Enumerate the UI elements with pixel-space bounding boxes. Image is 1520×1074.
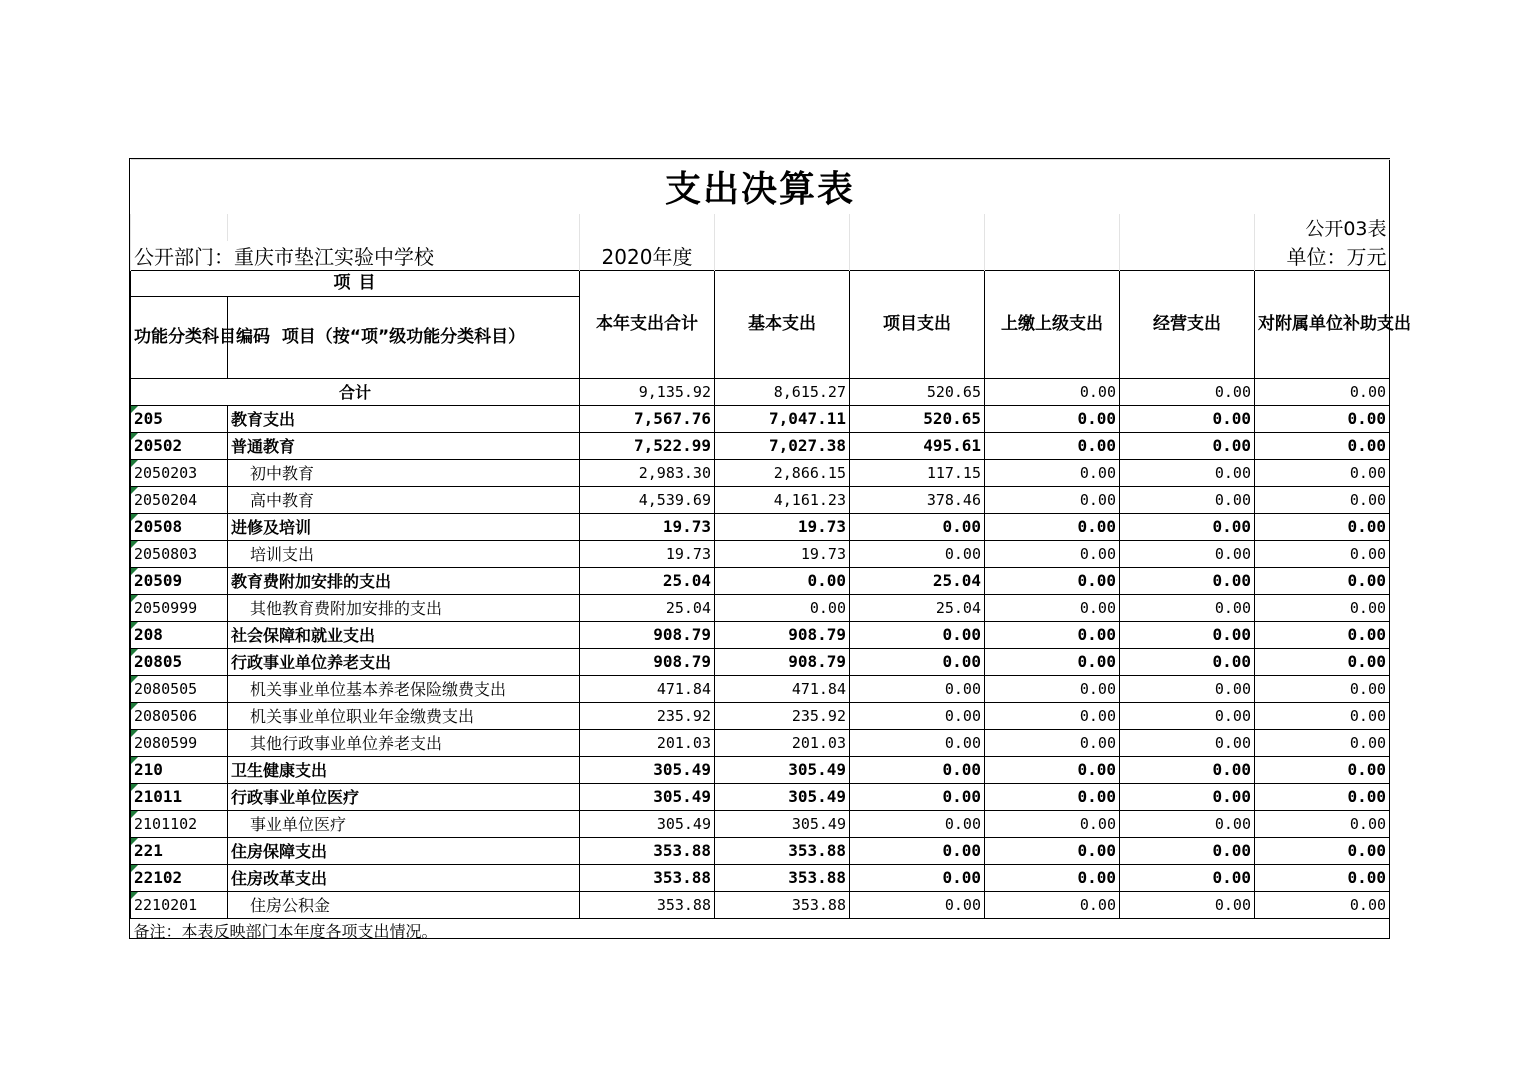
cell-name: 其他行政事业单位养老支出	[228, 729, 580, 756]
cell-total: 305.49	[580, 756, 715, 783]
table-row	[131, 756, 1390, 783]
table-row	[131, 513, 1390, 540]
cell-subsidy: 0.00	[1255, 459, 1390, 486]
cell-project: 0.00	[850, 783, 985, 810]
cell-basic: 7,047.11	[715, 405, 850, 432]
cell-subsidy: 0.00	[1255, 648, 1390, 675]
cell-subsidy: 0.00	[1255, 756, 1390, 783]
cell-project: 25.04	[850, 567, 985, 594]
table-tag: 公开03表	[1255, 214, 1390, 241]
cell-subsidy: 0.00	[1255, 783, 1390, 810]
cell-upper: 0.00	[985, 648, 1120, 675]
cell-project: 0.00	[850, 675, 985, 702]
total-subsidy-cell: 0.00	[1255, 378, 1390, 405]
cell-basic: 305.49	[715, 756, 850, 783]
cell-total: 7,567.76	[580, 405, 715, 432]
cell-basic: 908.79	[715, 648, 850, 675]
cell-name: 教育费附加安排的支出	[228, 567, 580, 594]
cell-upper: 0.00	[985, 729, 1120, 756]
cell-business: 0.00	[1120, 648, 1255, 675]
cell-code: 20805	[131, 648, 228, 675]
page-title: 支出决算表	[131, 160, 1390, 214]
cell-business: 0.00	[1120, 621, 1255, 648]
cell-upper: 0.00	[985, 756, 1120, 783]
expenditure-sheet	[129, 158, 1411, 942]
cell-basic: 305.49	[715, 783, 850, 810]
cell-total: 19.73	[580, 540, 715, 567]
table-row	[131, 702, 1390, 729]
cell-subsidy: 0.00	[1255, 486, 1390, 513]
cell-subsidy: 0.00	[1255, 567, 1390, 594]
table-row	[131, 486, 1390, 513]
cell-basic: 0.00	[715, 594, 850, 621]
cell-total: 19.73	[580, 513, 715, 540]
cell-business: 0.00	[1120, 702, 1255, 729]
cell-upper: 0.00	[985, 513, 1120, 540]
cell-business: 0.00	[1120, 675, 1255, 702]
cell-basic: 2,866.15	[715, 459, 850, 486]
cell-basic: 305.49	[715, 810, 850, 837]
cell-business: 0.00	[1120, 891, 1255, 918]
table-row	[131, 837, 1390, 864]
cell-total: 25.04	[580, 594, 715, 621]
cell-project: 117.15	[850, 459, 985, 486]
cell-upper: 0.00	[985, 891, 1120, 918]
cell-code: 2101102	[131, 810, 228, 837]
cell-code: 2080506	[131, 702, 228, 729]
cell-subsidy: 0.00	[1255, 864, 1390, 891]
cell-project: 0.00	[850, 891, 985, 918]
cell-project: 0.00	[850, 837, 985, 864]
table-row	[131, 783, 1390, 810]
cell-code: 221	[131, 837, 228, 864]
cell-total: 235.92	[580, 702, 715, 729]
cell-basic: 0.00	[715, 567, 850, 594]
cell-name: 高中教育	[228, 486, 580, 513]
table-row	[131, 810, 1390, 837]
cell-name: 住房公积金	[228, 891, 580, 918]
cell-business: 0.00	[1120, 486, 1255, 513]
cell-total: 353.88	[580, 891, 715, 918]
cell-code: 2050999	[131, 594, 228, 621]
cell-subsidy: 0.00	[1255, 810, 1390, 837]
cell-total: 353.88	[580, 864, 715, 891]
cell-total: 7,522.99	[580, 432, 715, 459]
cell-business: 0.00	[1120, 837, 1255, 864]
cell-business: 0.00	[1120, 783, 1255, 810]
table-row	[131, 567, 1390, 594]
cell-business: 0.00	[1120, 810, 1255, 837]
cell-upper: 0.00	[985, 405, 1120, 432]
cell-subsidy: 0.00	[1255, 891, 1390, 918]
cell-subsidy: 0.00	[1255, 594, 1390, 621]
cell-upper: 0.00	[985, 783, 1120, 810]
cell-name: 教育支出	[228, 405, 580, 432]
cell-upper: 0.00	[985, 594, 1120, 621]
cell-business: 0.00	[1120, 459, 1255, 486]
cell-subsidy: 0.00	[1255, 675, 1390, 702]
header-item: 项 目	[131, 270, 580, 296]
cell-subsidy: 0.00	[1255, 621, 1390, 648]
cell-project: 0.00	[850, 702, 985, 729]
cell-name: 事业单位医疗	[228, 810, 580, 837]
cell-code: 2050204	[131, 486, 228, 513]
total-row	[131, 378, 1390, 405]
cell-total: 4,539.69	[580, 486, 715, 513]
cell-project: 0.00	[850, 810, 985, 837]
cell-code: 208	[131, 621, 228, 648]
department-label: 公开部门：重庆市垫江实验中学校	[131, 241, 580, 271]
table-row	[131, 864, 1390, 891]
cell-name: 住房改革支出	[228, 864, 580, 891]
cell-business: 0.00	[1120, 756, 1255, 783]
table-row	[131, 594, 1390, 621]
cell-total: 2,983.30	[580, 459, 715, 486]
cell-subsidy: 0.00	[1255, 702, 1390, 729]
cell-name: 其他教育费附加安排的支出	[228, 594, 580, 621]
cell-code: 20509	[131, 567, 228, 594]
cell-upper: 0.00	[985, 540, 1120, 567]
cell-basic: 4,161.23	[715, 486, 850, 513]
cell-code: 2050203	[131, 459, 228, 486]
cell-name: 社会保障和就业支出	[228, 621, 580, 648]
cell-name: 进修及培训	[228, 513, 580, 540]
cell-project: 520.65	[850, 405, 985, 432]
cell-subsidy: 0.00	[1255, 432, 1390, 459]
cell-upper: 0.00	[985, 621, 1120, 648]
cell-business: 0.00	[1120, 513, 1255, 540]
expenditure-table	[130, 159, 1411, 943]
cell-basic: 353.88	[715, 837, 850, 864]
cell-project: 0.00	[850, 540, 985, 567]
cell-project: 0.00	[850, 864, 985, 891]
cell-subsidy: 0.00	[1255, 405, 1390, 432]
cell-code: 22102	[131, 864, 228, 891]
cell-upper: 0.00	[985, 486, 1120, 513]
cell-code: 205	[131, 405, 228, 432]
cell-upper: 0.00	[985, 810, 1120, 837]
cell-project: 0.00	[850, 648, 985, 675]
cell-basic: 19.73	[715, 513, 850, 540]
cell-basic: 235.92	[715, 702, 850, 729]
cell-basic: 201.03	[715, 729, 850, 756]
cell-code: 2050803	[131, 540, 228, 567]
cell-upper: 0.00	[985, 567, 1120, 594]
header-total: 本年支出合计	[580, 270, 715, 378]
cell-basic: 353.88	[715, 891, 850, 918]
cell-business: 0.00	[1120, 864, 1255, 891]
cell-code: 2080505	[131, 675, 228, 702]
total-basic-cell: 8,615.27	[715, 378, 850, 405]
header-name: 项目（按“项”级功能分类科目）	[228, 296, 580, 378]
cell-upper: 0.00	[985, 837, 1120, 864]
cell-total: 305.49	[580, 810, 715, 837]
cell-project: 0.00	[850, 621, 985, 648]
cell-code: 2080599	[131, 729, 228, 756]
cell-subsidy: 0.00	[1255, 837, 1390, 864]
cell-name: 机关事业单位职业年金缴费支出	[228, 702, 580, 729]
cell-basic: 353.88	[715, 864, 850, 891]
cell-name: 行政事业单位医疗	[228, 783, 580, 810]
header-project: 项目支出	[850, 270, 985, 378]
table-row	[131, 891, 1390, 918]
table-row	[131, 432, 1390, 459]
cell-project: 378.46	[850, 486, 985, 513]
cell-total: 305.49	[580, 783, 715, 810]
cell-total: 353.88	[580, 837, 715, 864]
cell-name: 初中教育	[228, 459, 580, 486]
table-row	[131, 405, 1390, 432]
cell-code: 2210201	[131, 891, 228, 918]
table-row	[131, 648, 1390, 675]
cell-upper: 0.00	[985, 459, 1120, 486]
cell-basic: 19.73	[715, 540, 850, 567]
header-subsidy: 对附属单位补助支出	[1255, 270, 1390, 378]
header-code: 功能分类科目编码	[131, 296, 228, 378]
year-label: 2020年度	[580, 241, 715, 271]
total-business-cell: 0.00	[1120, 378, 1255, 405]
table-row	[131, 729, 1390, 756]
cell-name: 行政事业单位养老支出	[228, 648, 580, 675]
cell-business: 0.00	[1120, 567, 1255, 594]
cell-business: 0.00	[1120, 540, 1255, 567]
cell-project: 0.00	[850, 756, 985, 783]
cell-code: 210	[131, 756, 228, 783]
cell-business: 0.00	[1120, 405, 1255, 432]
cell-business: 0.00	[1120, 432, 1255, 459]
cell-name: 卫生健康支出	[228, 756, 580, 783]
cell-upper: 0.00	[985, 864, 1120, 891]
cell-project: 0.00	[850, 729, 985, 756]
total-upper-cell: 0.00	[985, 378, 1120, 405]
cell-name: 住房保障支出	[228, 837, 580, 864]
cell-code: 21011	[131, 783, 228, 810]
header-basic: 基本支出	[715, 270, 850, 378]
cell-upper: 0.00	[985, 675, 1120, 702]
cell-project: 25.04	[850, 594, 985, 621]
table-row	[131, 675, 1390, 702]
cell-upper: 0.00	[985, 702, 1120, 729]
table-row	[131, 540, 1390, 567]
table-row	[131, 621, 1390, 648]
unit-label: 单位：万元	[1255, 241, 1390, 271]
cell-business: 0.00	[1120, 594, 1255, 621]
cell-basic: 471.84	[715, 675, 850, 702]
cell-code: 20508	[131, 513, 228, 540]
cell-total: 471.84	[580, 675, 715, 702]
cell-project: 0.00	[850, 513, 985, 540]
cell-business: 0.00	[1120, 729, 1255, 756]
cell-basic: 908.79	[715, 621, 850, 648]
cell-name: 机关事业单位基本养老保险缴费支出	[228, 675, 580, 702]
cell-total: 201.03	[580, 729, 715, 756]
header-upper: 上缴上级支出	[985, 270, 1120, 378]
cell-total: 908.79	[580, 621, 715, 648]
table-note: 备注：本表反映部门本年度各项支出情况。	[131, 918, 1390, 943]
cell-basic: 7,027.38	[715, 432, 850, 459]
total-project-cell: 520.65	[850, 378, 985, 405]
cell-subsidy: 0.00	[1255, 729, 1390, 756]
cell-total: 25.04	[580, 567, 715, 594]
table-row	[131, 459, 1390, 486]
total-cell: 9,135.92	[580, 378, 715, 405]
header-business: 经营支出	[1120, 270, 1255, 378]
cell-upper: 0.00	[985, 432, 1120, 459]
cell-name: 普通教育	[228, 432, 580, 459]
total-label: 合计	[131, 378, 580, 405]
cell-total: 908.79	[580, 648, 715, 675]
cell-project: 495.61	[850, 432, 985, 459]
cell-code: 20502	[131, 432, 228, 459]
cell-subsidy: 0.00	[1255, 540, 1390, 567]
cell-name: 培训支出	[228, 540, 580, 567]
cell-subsidy: 0.00	[1255, 513, 1390, 540]
